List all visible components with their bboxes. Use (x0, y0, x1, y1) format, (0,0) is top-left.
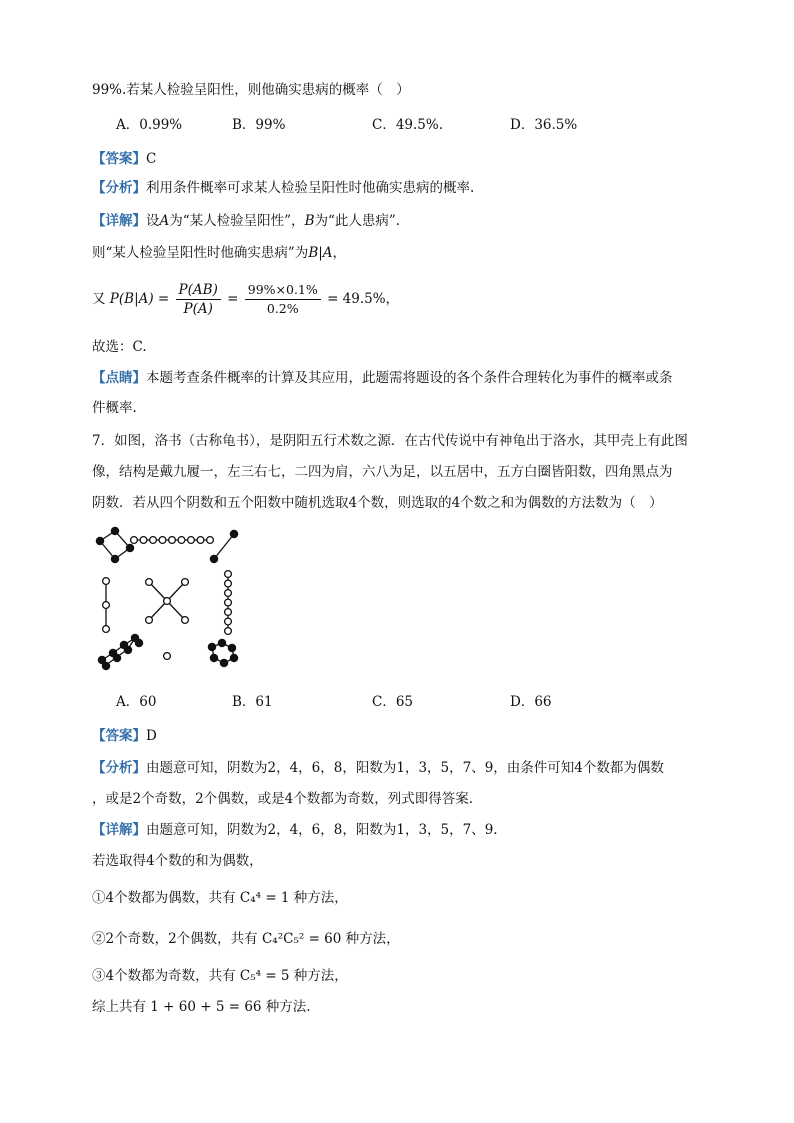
q7-summary: 综上共有 1 + 60 + 5 = 66 种方法. (92, 999, 311, 1015)
q7-case-2: ②2个奇数，2个偶数，共有 C₄²C₅² = 60 种方法， (92, 931, 400, 947)
var-a: A (159, 213, 170, 229)
q6-detail-text: 为“某人检验呈阳性”， (169, 213, 305, 229)
yang-3-circles (103, 578, 110, 633)
q6-detail-line-2 (92, 243, 346, 263)
fraction-denominator: 0.2% (266, 301, 299, 316)
q6-option-c: C．49.5%. (372, 117, 444, 133)
q6-conclusion: 故选：C. (92, 339, 147, 355)
q6-comment-line-1 (92, 368, 673, 388)
yin-2-dots (210, 530, 237, 562)
q7-option-d: D．66 (510, 694, 552, 710)
q6-answer-line (92, 149, 156, 169)
q6-detail-text: 为“此人患病”. (314, 213, 401, 229)
comment-tag: 【点睛】 (92, 370, 146, 386)
q7-analysis-line-2: ，或是2个奇数，2个偶数，或是4个数都为奇数，列式即得答案. (92, 791, 474, 807)
formula-lhs: P(B|A) = (109, 291, 170, 307)
q7-answer-line (92, 726, 157, 746)
q6-comment: 本题考查条件概率的计算及其应用，此题需将题设的各个条件合理转化为事件的概率或条 (146, 370, 673, 386)
yin-8-dots (98, 634, 142, 669)
detail-tag: 【详解】 (92, 213, 146, 229)
luoshu-figure (92, 526, 252, 676)
q6-detail-text: 设 (146, 213, 160, 229)
fraction-denominator: P(A) (183, 301, 213, 317)
q7-case-1: ①4个数都为偶数，共有 C₄⁴ = 1 种方法， (92, 890, 348, 906)
q7-stem-line-3: 阴数．若从四个阴数和五个阳数中随机选取4个数，则选取的4个数之和为偶数的方法数为（ ） (92, 495, 663, 511)
yang-9-circles (131, 537, 214, 544)
q7-stem-line-1: 7．如图，洛书（古称龟书），是阴阳五行术数之源．在古代传说中有神龟出于洛水，其甲壳上有此图 (92, 433, 688, 449)
answer-tag: 【答案】 (92, 728, 146, 744)
q7-option-c: C．65 (372, 694, 414, 710)
q6-comment-line-2: 件概率. (92, 400, 137, 416)
analysis-tag: 【分析】 (92, 180, 146, 196)
formula-result: = 49.5%， (327, 291, 400, 307)
fraction-numerator: 99%×0.1% (245, 281, 321, 300)
var-b: B (304, 213, 315, 229)
q7-option-b: B．61 (232, 694, 273, 710)
q6-option-d: D．36.5% (510, 117, 578, 133)
q7-case-3: ③4个数都为奇数，共有 C₅⁴ = 5 种方法， (92, 968, 348, 984)
fraction-values (245, 281, 321, 318)
q6-formula: 又 P(B|A) = $\frac{P(AB)}{P(A)}$ = $\frac{99\%\times 0.1\%}{0.2\%}$ = 49.5%， (92, 282, 400, 317)
formula-prefix: 又 (92, 291, 106, 307)
q7-option-a: A．60 (116, 694, 157, 710)
q6-option-b: B．99% (232, 117, 286, 133)
q6-analysis-line (92, 178, 474, 198)
answer-tag: 【答案】 (92, 151, 146, 167)
q6-option-a: A．0.99% (116, 117, 183, 133)
yin-6-dots (208, 639, 237, 666)
q6-detail-line-1 (92, 211, 400, 231)
q7-stem-line-2: 像，结构是戴九履一，左三右七，二四为肩，六八为足，以五居中，五方白圈皆阳数，四角黑点为 (92, 464, 673, 480)
q6-stem-tail: 99%.若某人检验呈阳性，则他确实患病的概率（ ） (92, 82, 410, 98)
yang-5-circles (146, 579, 189, 624)
detail-tag: 【详解】 (92, 822, 146, 838)
q6-analysis: 利用条件概率可求某人检验呈阳性时他确实患病的概率. (146, 180, 475, 196)
q6-answer: C (146, 151, 157, 167)
yang-1-circle (164, 653, 171, 660)
fraction-numerator: P(AB) (176, 281, 221, 300)
event-expression: B|A (308, 245, 333, 261)
q7-detail-line-2: 若选取得4个数的和为偶数， (92, 853, 263, 869)
yang-7-circles (225, 571, 232, 635)
q7-detail-line-1 (92, 820, 498, 840)
fraction-probability (176, 281, 221, 318)
q7-detail: 由题意可知，阴数为2，4，6，8，阳数为1，3，5，7、9. (146, 822, 498, 838)
q6-detail-text: ， (332, 245, 347, 261)
yin-4-dots (96, 527, 133, 562)
q7-analysis: 由题意可知，阴数为2，4，6，8，阳数为1，3，5，7、9，由条件可知4个数都为偶数 (146, 760, 664, 776)
q7-analysis-line-1 (92, 758, 664, 778)
q7-answer: D (146, 728, 157, 744)
q6-detail-text: 则“某人检验呈阳性时他确实患病”为 (92, 245, 309, 261)
analysis-tag: 【分析】 (92, 760, 146, 776)
